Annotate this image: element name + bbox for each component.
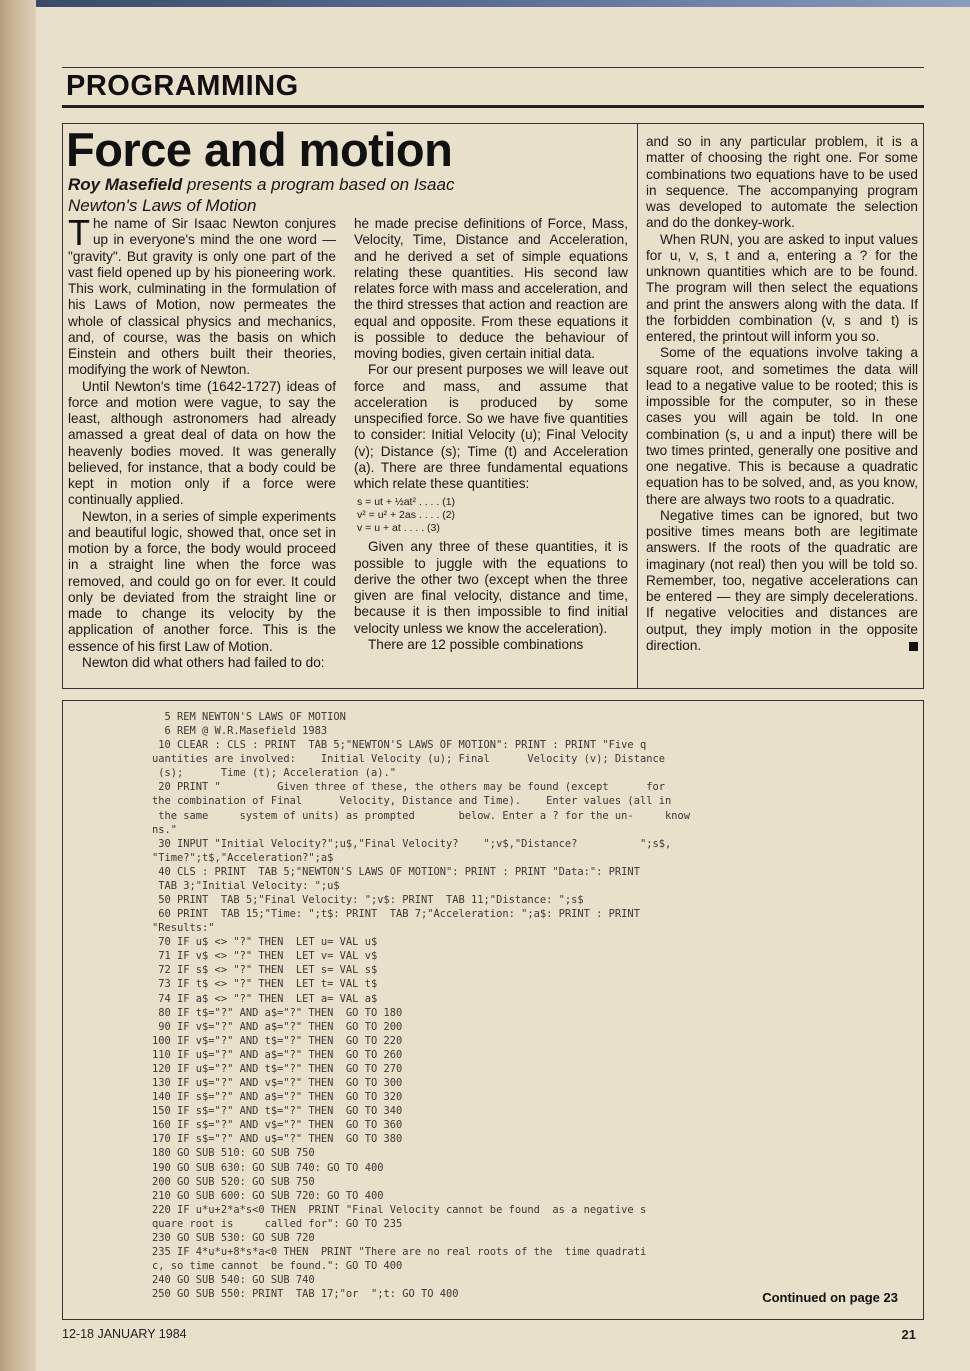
paragraph: Until Newton's time (1642-1727) ideas of force and motion were vague, to say the least, although astronomers had already amassed a great deal of data on how the heavenly bodies moved. It was generally believed, for instance, that a body could be kept in motion only if a force were continually applied.: [68, 378, 336, 508]
listing-line: 30 INPUT "Initial Velocity?";u$,"Final Velocity? ";v$,"Distance? ";s$,: [152, 837, 672, 850]
listing-line: 50 PRINT TAB 5;"Final Velocity: ";v$: PRINT TAB 11;"Distance: ";s$: [152, 894, 584, 907]
page-top-edge: [36, 0, 970, 7]
section-rule-top: [62, 67, 924, 68]
equation-3: v = u + at . . . . (3): [357, 522, 440, 535]
listing-line: 40 CLS : PRINT TAB 5;"NEWTON'S LAWS OF MOTION": PRINT : PRINT "Data:": PRINT: [152, 865, 640, 878]
listing-line: the combination of Final Velocity, Distance and Time). Enter values (all in: [152, 795, 672, 808]
listing-line: TAB 3;"Initial Velocity: ";u$: [152, 879, 340, 892]
listing-line: 240 GO SUB 540: GO SUB 740: [152, 1274, 315, 1287]
paragraph: and so in any particular problem, it is a matter of choosing the right one. For some combinations two equations have to be used in sequence. The accompanying program was developed to automate the selection and do the donkey-work.: [646, 134, 918, 231]
listing-line: 150 IF s$="?" AND t$="?" THEN GO TO 340: [152, 1105, 403, 1118]
section-title: PROGRAMMING: [66, 70, 299, 102]
program-listing: [152, 710, 842, 1301]
paragraph: When RUN, you are asked to input values for u, v, s, t and a, entering a ? for the unknown quantities which are to be found. The program will then select the equations and print the answers along with the data. If the forbidden combination (v, s and t) is entered, the printout will inform you so.: [646, 231, 918, 344]
paragraph: he made precise definitions of Force, Mass, Velocity, Time, Distance and Acceleration, and he derived a set of simple equations relating these quantities. His second law relates force with mass and acceleration, and the third stresses that action and reaction are equal and opposite. From these equations it is possible to deduce the behaviour of moving bodies, given certain initial data.: [354, 216, 628, 361]
listing-line: 100 IF v$="?" AND t$="?" THEN GO TO 220: [152, 1034, 403, 1047]
paragraph: There are 12 possible combinations: [368, 636, 584, 652]
listing-line: 60 PRINT TAB 15;"Time: ";t$: PRINT TAB 7;"Acceleration: ";a$: PRINT : PRINT: [152, 908, 640, 921]
listing-line: 90 IF v$="?" AND a$="?" THEN GO TO 200: [152, 1020, 403, 1033]
listing-line: "Time?";t$,"Acceleration?";a$: [152, 851, 334, 864]
standfirst-text: presents a program based on Isaac Newton's Laws of Motion: [68, 175, 455, 215]
paragraph: Given any three of these quantities, it is possible to juggle with the equations to derive the other two (except when the three given are final velocity, distance and time, because it is then impossible to find initial velocity unless we know the acceleration).: [354, 539, 628, 636]
listing-line: 10 CLEAR : CLS : PRINT TAB 5;"NEWTON'S LAWS OF MOTION": PRINT : PRINT "Five q: [152, 739, 647, 752]
listing-line: 170 IF s$="?" AND u$="?" THEN GO TO 380: [152, 1133, 403, 1146]
listing-line: 71 IF v$ <> "?" THEN LET v= VAL v$: [152, 950, 378, 963]
listing-line: quare root is called for": GO TO 235: [152, 1217, 403, 1230]
listing-line: 140 IF s$="?" AND a$="?" THEN GO TO 320: [152, 1091, 403, 1104]
article-column-2: [354, 216, 628, 653]
paragraph: Newton did what others had failed to do:: [82, 654, 325, 670]
listing-line: 220 IF u*u+2*a*s<0 THEN PRINT "Final Velocity cannot be found as a negative s: [152, 1203, 647, 1216]
article-headline: Force and motion: [66, 123, 453, 176]
listing-line: 250 GO SUB 550: PRINT TAB 17;"or ";t: GO TO 400: [152, 1288, 459, 1301]
equation-2: v² = u² + 2as . . . . (2): [357, 509, 456, 522]
listing-line: 70 IF u$ <> "?" THEN LET u= VAL u$: [152, 936, 378, 949]
listing-line: 210 GO SUB 600: GO SUB 720: GO TO 400: [152, 1189, 384, 1202]
listing-line: 73 IF t$ <> "?" THEN LET t= VAL t$: [152, 978, 378, 991]
footer-date: 12-18 JANUARY 1984: [62, 1327, 187, 1341]
article-column-3: [646, 134, 918, 654]
paragraph: Some of the equations involve taking a square root, and sometimes the data will lead to a negative value to be rooted; this is impossible for the computer, so in these cases you will again be told. In one combination (s, u and a input) there will be two times printed, generally one positive and one negative. This is because a quadratic equation has to be solved, and, as you know, there are always two roots to a quadratic.: [646, 345, 918, 507]
listing-line: 5 REM NEWTON'S LAWS OF MOTION: [152, 711, 346, 723]
listing-line: uantities are involved: Initial Velocity (u); Final Velocity (v); Distance: [152, 753, 665, 766]
paragraph: The name of Sir Isaac Newton conjures up in everyone's mind the one word — "gravity". But gravity is only one part of the vast field opened up by his pioneering work. This work, culminating in the formulation of his Laws of Motion, now permeates the whole of classical physics and mechanics, and, of course, was the basis on which Einstein and others built their theories, modifying the work of Newton.: [68, 212, 336, 378]
listing-line: 190 GO SUB 630: GO SUB 740: GO TO 400: [152, 1161, 384, 1174]
listing-line: (s); Time (t); Acceleration (a).": [152, 767, 396, 780]
paragraph: Newton, in a series of simple experiments and beautiful logic, showed that, once set in motion by a force, the body would proceed in a straight line when the force was removed, and could go on for ever. It could only be deviated from the straight line or made to change its velocity by the application of another force. This is the essence of his first Law of Motion.: [68, 508, 336, 654]
listing-line: 180 GO SUB 510: GO SUB 750: [152, 1147, 315, 1160]
listing-line: 110 IF u$="?" AND a$="?" THEN GO TO 260: [152, 1048, 403, 1061]
listing-line: 160 IF s$="?" AND v$="?" THEN GO TO 360: [152, 1119, 403, 1132]
listing-line: 6 REM @ W.R.Masefield 1983: [152, 725, 328, 738]
paragraph: For our present purposes we will leave out force and mass, and assume that acceleration is produced by some unspecified force. So we have five quantities to consider: Initial Velocity (u); Final Velocity (v); Distance (s); Time (t) and Acceleration (a). There are three fundamental equations which relate these quantities:: [354, 362, 628, 491]
paragraph: Negative times can be ignored, but two positive times means both are legitimate answers. If the roots of the quadratic are imaginary (not real) then you will be told so. Remember, too, negative accelerations can be entered — they are simply decelerations. If negative velocities and distances are output, they imply motion in the opposite direction.: [646, 507, 918, 653]
section-rule-bottom: [62, 105, 924, 108]
listing-line: 80 IF t$="?" AND a$="?" THEN GO TO 180: [152, 1006, 403, 1019]
listing-line: the same system of units) as prompted below. Enter a ? for the un- know: [152, 809, 690, 822]
author-byline: Roy Masefield: [68, 175, 183, 194]
listing-line: 230 GO SUB 530: GO SUB 720: [152, 1231, 315, 1244]
equation-1: s = ut + ½at² . . . . (1): [357, 496, 456, 509]
listing-line: c, so time cannot be found.": GO TO 400: [152, 1260, 403, 1273]
article-standfirst: [68, 174, 528, 216]
listing-line: 20 PRINT " Given three of these, the others may be found (except for: [152, 781, 665, 794]
page-number: 21: [901, 1327, 916, 1342]
listing-line: 130 IF u$="?" AND v$="?" THEN GO TO 300: [152, 1077, 403, 1090]
listing-line: 74 IF a$ <> "?" THEN LET a= VAL a$: [152, 992, 378, 1005]
continued-note: Continued on page 23: [762, 1290, 898, 1305]
page-spine-shadow: [0, 0, 36, 1371]
listing-line: "Results:": [152, 922, 215, 935]
listing-line: 120 IF u$="?" AND t$="?" THEN GO TO 270: [152, 1062, 403, 1075]
listing-line: 235 IF 4*u*u+8*s*a<0 THEN PRINT "There are no real roots of the time quadrati: [152, 1245, 647, 1258]
article-column-1: [68, 212, 336, 671]
drop-cap: T: [68, 212, 90, 253]
equations-block: [357, 496, 628, 535]
end-of-article-mark: [909, 642, 918, 651]
listing-line: 72 IF s$ <> "?" THEN LET s= VAL s$: [152, 964, 378, 977]
listing-line: ns.": [152, 823, 178, 836]
listing-line: 200 GO SUB 520: GO SUB 750: [152, 1175, 315, 1188]
